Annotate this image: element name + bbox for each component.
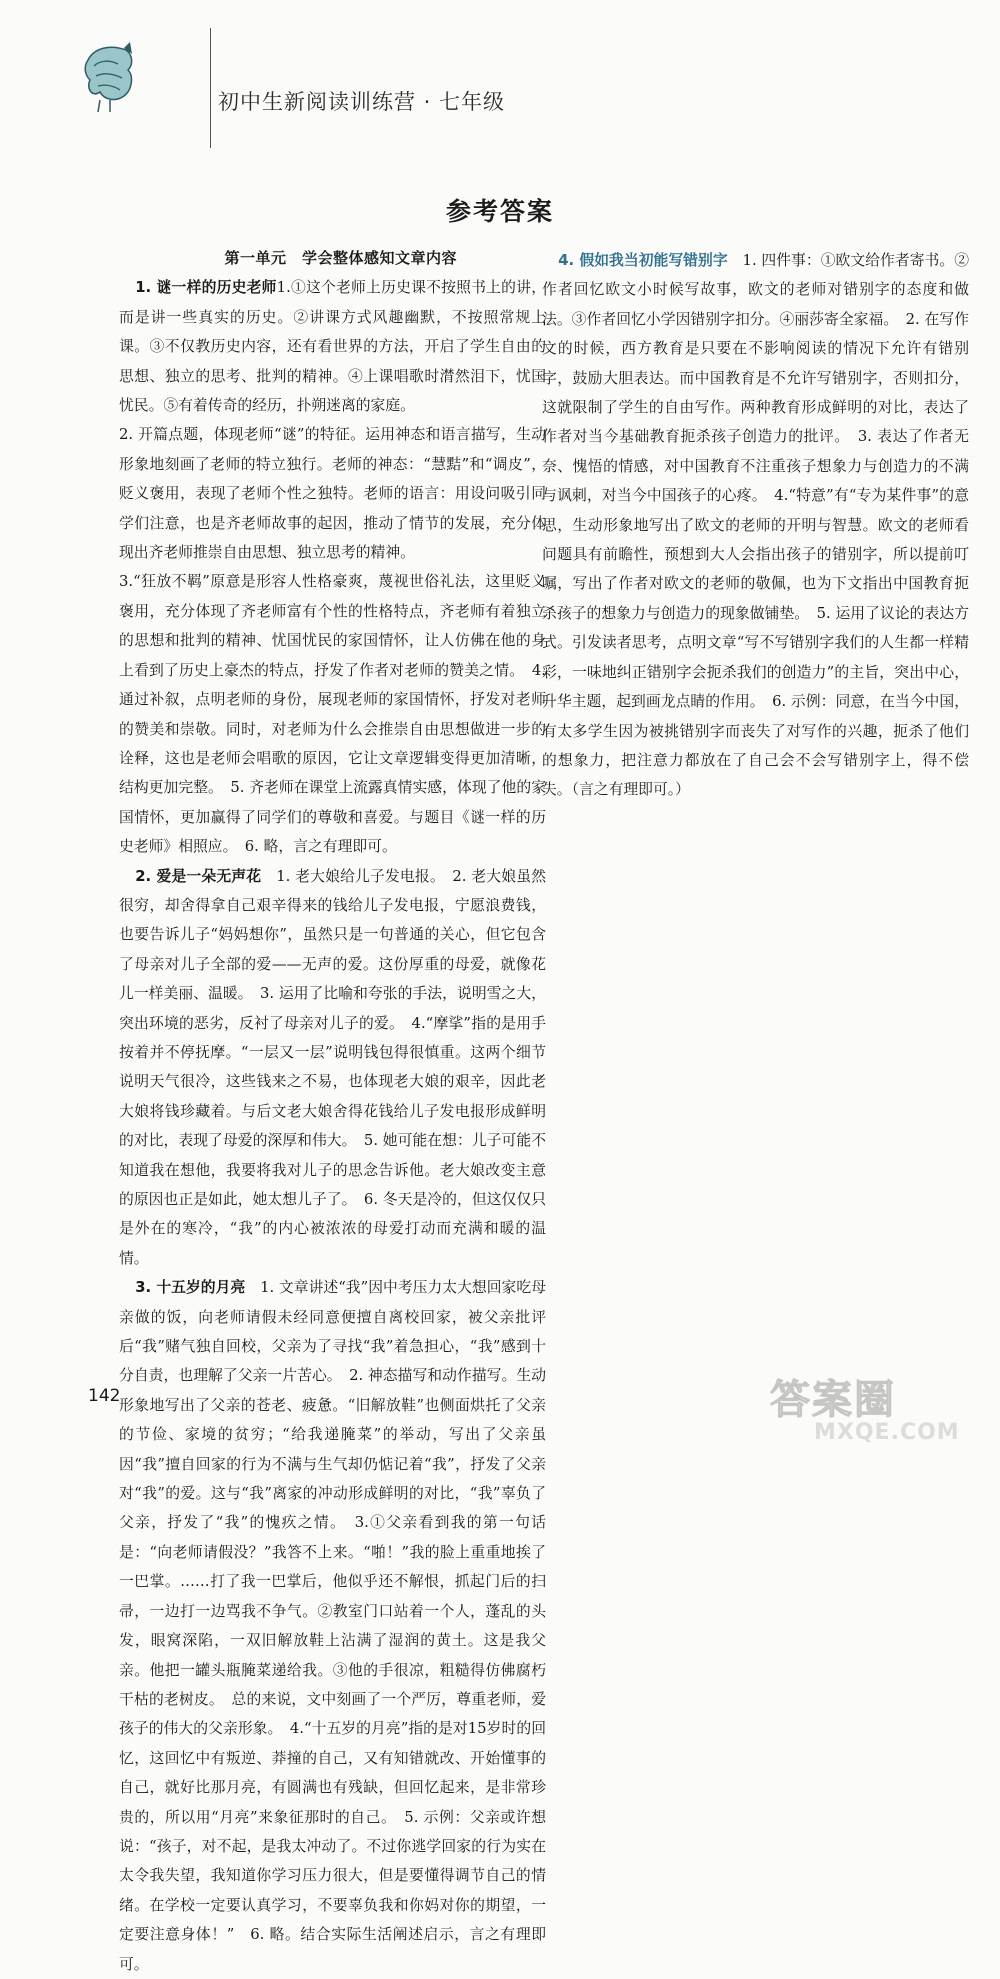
right-column-continued (542, 246, 969, 1366)
watermark-url: MXQE.COM (814, 1420, 960, 1445)
section-title: 4. 假如我当初能写错别字 (558, 252, 728, 269)
watermark-logo (766, 1368, 980, 1450)
answer-section-1 (119, 273, 546, 420)
book-logo-icon (80, 40, 138, 114)
section-text: 1. 文章讲述“我”因中考压力太大想回家吃母亲做的饭，向老师请假未经同意便擅自离校回家，被父亲批评后“我”赌气独自回校，父亲为了寻找“我”着急担心，“我”感到十分自责，也理解了父亲一片苦心。 2. 神态描写和动作描写。生动形象地写出了父亲的苍老、疲惫。“旧解放鞋”也侧面烘托了父亲的节俭、家境的贫穷；“给我递腌菜”的举动，写出了父亲虽因“我”擅自回家的行为不满与生气却仍惦记着“我”，抒发了父亲对“我”的爱。这与“我”离家的冲动形成鲜明的对比，“我”辜负了父亲，抒发了“我”的愧疚之情。 3.①父亲看到我的第一句话是：“向老师请假没？”我答不上来。“啪！”我的脸上重重地挨了一巴掌。……打了我一巴掌后，他似乎还不解恨，抓起门后的扫帚，一边打一边骂我不争气。②教室门口站着一个人，蓬乱的头发，眼窝深陷，一双旧解放鞋上沾满了湿润的黄土。这是我父亲。他把一罐头瓶腌菜递给我。③他的手很凉，粗糙得仿佛腐朽干枯的老树皮。 总的来说，文中刻画了一个严厉，尊重老师，爱孩子的伟大的父亲形象。 4.“十五岁的月亮”指的是对15岁时的回忆，这回忆中有叛逆、莽撞的自己，又有知错就改、开始懂事的自己，就好比那月亮，有圆满也有残缺，但回忆起来，是非常珍贵的，所以用“月亮”来象征那时的自己。 5. 示例：父亲或许想说：“孩子，对不起，是我太冲动了。不过你逃学回家的行为实在太令我失望，我知道你学习压力很大，但是要懂得调节自己的情绪。在学校一定要认真学习，不要辜负我和你妈对你的期望，一定要注意身体！” 6. 略。结合实际生活阐述启示，言之有理即可。 (119, 1279, 546, 1973)
series-title: 初中生新阅读训练营 · 七年级 (218, 90, 506, 114)
answer-section-2 (119, 862, 546, 1274)
header-divider (210, 28, 211, 148)
unit-title: 第一单元 学会整体感知文章内容 (224, 249, 457, 267)
page-header (70, 28, 506, 118)
page-number: 142 (88, 1386, 121, 1406)
answer-paragraph: 3.“狂放不羁”原意是形容人性格豪爽，蔑视世俗礼法，这里贬义褒用，充分体现了齐老师富有个性的性格特点，齐老师有着独立的思想和批判的精神、忧国忧民的家国情怀，让人仿佛在他的身上看到了历史上豪杰的特点，抒发了作者对老师的赞美之情。 4. 通过补叙，点明老师的身份，展现老师的家国情怀，抒发对老师的赞美和崇敬。同时，对老师为什么会推崇自由思想做进一步的诠释，这也是老师会唱歌的原因，它让文章逻辑变得更加清晰，结构更加完整。 5. 齐老师在课堂上流露真情实感，体现了他的家国情怀，更加赢得了同学们的尊敬和喜爱。与题目《谜一样的历史老师》相照应。 6. 略，言之有理即可。 (119, 573, 546, 856)
section-title: 2. 爱是一朵无声花 (135, 867, 262, 885)
section-text: 1. 老大娘给儿子发电报。 2. 老大娘虽然很穷，却舍得拿自己艰辛得来的钱给儿子发电报，宁愿浪费钱，也要告诉儿子“妈妈想你”，虽然只是一句普通的关心，但它包含了母亲对儿子全部的爱——无声的爱。这份厚重的母爱，就像花儿一样美丽、温暖。 3. 运用了比喻和夸张的手法，说明雪之大，突出环境的恶劣，反衬了母亲对儿子的爱。 4.“摩挲”指的是用手按着并不停抚摩。“一层又一层”说明钱包得很慎重。这两个细节说明天气很冷，这些钱来之不易，也体现老大娘的艰辛，因此老大娘将钱珍藏着。与后文老大娘舍得花钱给儿子发电报形成鲜明的对比，表现了母爱的深厚和伟大。 5. 她可能在想：儿子可能不知道我在想他，我要将我对儿子的思念告诉他。老大娘改变主意的原因也正是如此，她太想儿子了。 6. 冬天是冷的，但这仅仅只是外在的寒冷，“我”的内心被浓浓的母爱打动而充满和暖的温情。 (119, 867, 546, 1267)
page-title: 参考答案 (445, 197, 554, 226)
answer-section-4 (542, 246, 969, 805)
section-text: 1. 四件事：①欧文给作者寄书。②作者回忆欧文小时候写故事，欧文的老师对错别字的态度和做法。③作者回忆小学因错别字扣分。④丽莎寄全家福。 2. 在写作文的时候，西方教育是只要在不影响阅读的情况下允许有错别字，鼓励大胆表达。而中国教育是不允许写错别字，否则扣分，这就限制了学生的自由写作。两种教育形成鲜明的对比，表达了作者对当今基础教育扼杀孩子创造力的批评。 3. 表达了作者无奈、愧悟的情感，对中国教育不注重孩子想象力与创造力的不满与讽刺，对当今中国孩子的心疼。 4.“特意”有“专为某件事”的意思，生动形象地写出了欧文的老师的开明与智慧。欧文的老师看问题具有前瞻性，预想到大人会指出孩子的错别字，所以提前叮嘱，写出了作者对欧文的老师的敬佩，也为下文指出中国教育扼杀孩子的想象力与创造力的现象做铺垫。 5. 运用了议论的表达方式。引发读者思考，点明文章“写不写错别字我们的人生都一样精彩，一味地纠正错别字会扼杀我们的创造力”的主旨，突出中心，升华主题，起到画龙点睛的作用。 6. 示例：同意，在当今中国，有太多学生因为被挑错别字而丧失了对写作的兴趣，扼杀了他们的想象力，把注意力都放在了自己会不会写错别字上，得不偿失。（言之有理即可。） (542, 252, 969, 799)
answer-paragraph: 2. 开篇点题，体现老师“谜”的特征。运用神态和语言描写，生动形象地刻画了老师的特立独行。老师的神态：“慧黠”和“调皮”，贬义褒用，表现了老师个性之独特。老师的语言：用设问吸引同学们注意，也是齐老师故事的起因，推动了情节的发展，充分体现出齐老师推崇自由思想、独立思考的精神。 (119, 426, 546, 562)
section-text: 1.①这个老师上历史课不按照书上的讲，而是讲一些真实的历史。②讲课方式风趣幽默，不按照常规上课。③不仅教历史内容，还有看世界的方法，开启了学生自由的思想、独立的思考、批判的精神。④上课唱歌时潸然泪下，忧国忧民。⑤有着传奇的经历，扑朔迷离的家庭。 (119, 279, 546, 415)
watermark-text: 答案圈 (770, 1377, 896, 1423)
section-title: 3. 十五岁的月亮 (135, 1279, 246, 1297)
answer-section-3 (119, 1273, 546, 1979)
left-column (119, 244, 546, 1979)
section-title: 1. 谜一样的历史老师 (135, 279, 277, 297)
